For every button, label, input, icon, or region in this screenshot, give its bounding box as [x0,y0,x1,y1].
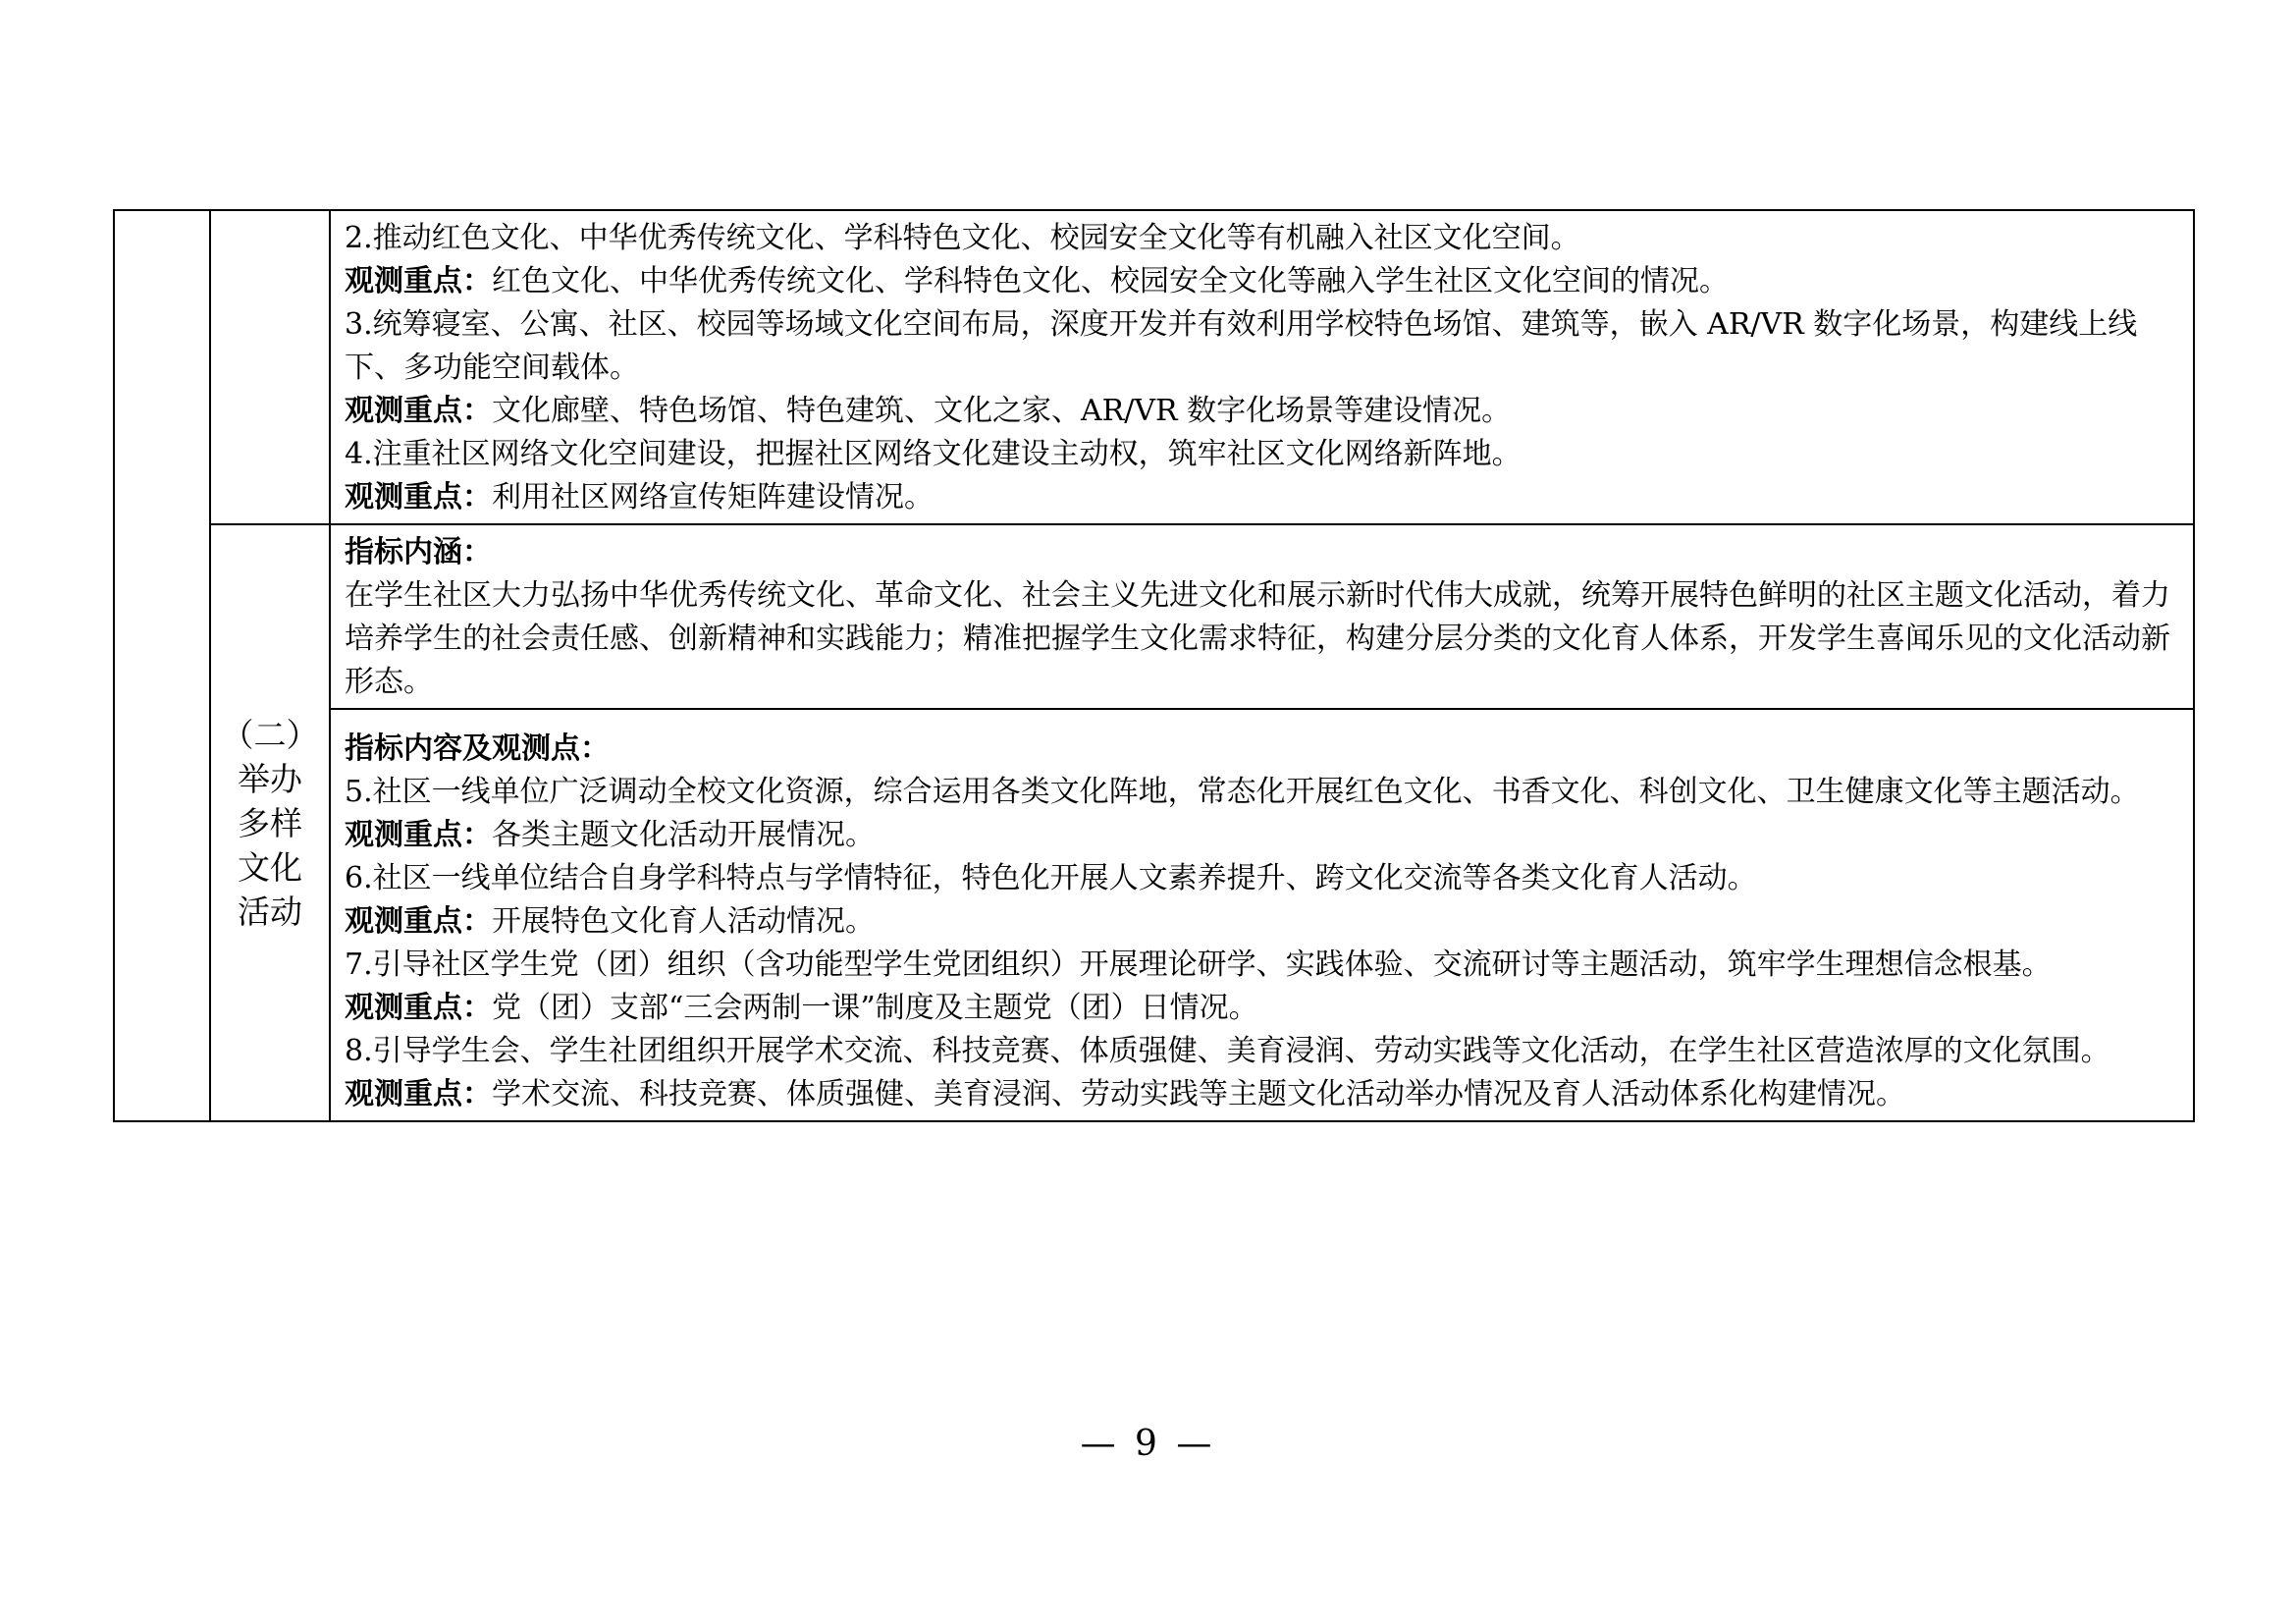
level-two-cell-empty [210,210,330,524]
section-heading: 指标内涵： [345,535,492,569]
table-row [114,709,2194,1121]
list-item: 观测重点：利用社区网络宣传矩阵建设情况。 [345,480,934,514]
table-row [114,210,2194,524]
list-item: 4.注重社区网络文化空间建设，把握社区网络文化建设主动权，筑牢社区文化网络新阵地。 [345,437,1522,471]
list-item: 7.引导社区学生党（团）组织（含功能型学生党团组织）开展理论研学、实践体验、交流研讨等主题活动，筑牢学生理想信念根基。 [345,947,2052,982]
section-heading: 指标内容及观测点： [345,731,610,766]
list-item: 8.引导学生会、学生社团组织开展学术交流、科技竞赛、体质强健、美育浸润、劳动实践等文化活动，在学生社区营造浓厚的文化氛围。 [345,1034,2110,1068]
list-item: 2.推动红色文化、中华优秀传统文化、学科特色文化、校园安全文化等有机融入社区文化空间。 [345,221,1580,255]
list-item: 3.统筹寝室、公寓、社区、校园等场域文化空间布局，深度开发并有效利用学校特色场馆、建筑等，嵌入 AR/VR 数字化场景，构建线上线下、多功能空间载体。 [345,307,2138,385]
category-label: （二） 举办 多样 文化 活动 [221,715,319,931]
list-item: 观测重点：文化廊壁、特色场馆、特色建筑、文化之家、AR/VR 数字化场景等建设情况。 [345,394,1512,428]
list-item: 观测重点：各类主题文化活动开展情况。 [345,818,875,852]
list-item: 6.社区一线单位结合自身学科特点与学情特征，特色化开展人文素养提升、跨文化交流等各类文化育人活动。 [345,861,1757,895]
content-cell [330,709,2194,1121]
indicator-table [113,209,2195,1122]
level-two-cell [210,524,330,1121]
list-item: 观测重点：红色文化、中华优秀传统文化、学科特色文化、校园安全文化等融入学生社区文化空间的情况。 [345,264,1729,298]
page-number: — 9 — [1080,1424,1216,1464]
table-row [114,524,2194,709]
list-item: 观测重点：学术交流、科技竞赛、体质强健、美育浸润、劳动实践等主题文化活动举办情况及育人活动体系化构建情况。 [345,1077,1905,1111]
list-item: 观测重点：开展特色文化育人活动情况。 [345,904,875,939]
content-cell [330,210,2194,524]
level-one-cell [114,210,210,1121]
list-item: 5.社区一线单位广泛调动全校文化资源，综合运用各类文化阵地，常态化开展红色文化、书香文化、科创文化、卫生健康文化等主题活动。 [345,775,2140,809]
connotation-cell [330,524,2194,709]
list-item: 观测重点：党（团）支部“三会两制一课”制度及主题党（团）日情况。 [345,991,1258,1025]
paragraph: 在学生社区大力弘扬中华优秀传统文化、革命文化、社会主义先进文化和展示新时代伟大成就，统筹开展特色鲜明的社区主题文化活动，着力培养学生的社会责任感、创新精神和实践能力；精准把握学生文化需求特征，构建分层分类的文化育人体系，开发学生喜闻乐见的文化活动新形态。 [345,578,2170,699]
